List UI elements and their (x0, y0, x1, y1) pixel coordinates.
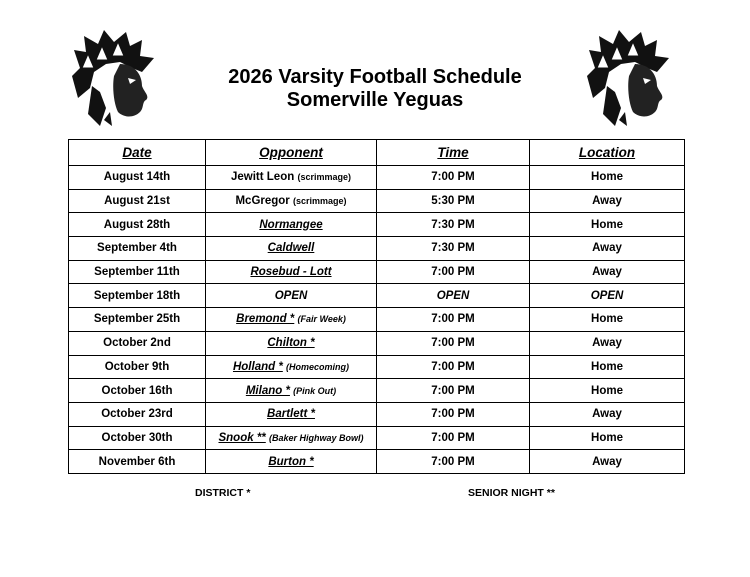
page-title (0, 66, 750, 112)
date-cell: August 21st (69, 189, 206, 213)
opponent-note: (Pink Out) (293, 385, 337, 396)
location-cell: Home (530, 166, 685, 190)
date-cell: September 4th (69, 237, 206, 261)
location-cell: Home (530, 355, 685, 379)
opponent-name: McGregor (235, 195, 290, 208)
table-row (69, 213, 685, 237)
date-cell: August 28th (69, 213, 206, 237)
table-row (69, 331, 685, 355)
opponent-name: Bartlett * (267, 408, 315, 421)
location-cell: Away (530, 331, 685, 355)
table-row (69, 355, 685, 379)
location-cell: OPEN (530, 284, 685, 308)
date-cell: October 30th (69, 426, 206, 450)
date-cell: October 2nd (69, 331, 206, 355)
table-row (69, 166, 685, 190)
date-cell: October 9th (69, 355, 206, 379)
opponent-cell (206, 166, 377, 190)
location-cell: Home (530, 379, 685, 403)
legend-district: DISTRICT * (195, 487, 251, 499)
title-line-1: 2026 Varsity Football Schedule (228, 66, 522, 88)
opponent-name: Holland * (232, 360, 283, 373)
opponent-name: Milano * (245, 384, 290, 397)
opponent-name: Normangee (259, 218, 323, 231)
opponent-note: (Baker Highway Bowl) (268, 432, 364, 443)
column-header-time: Time (377, 140, 530, 166)
opponent-note: (scrimmage) (293, 196, 347, 207)
time-cell: 7:00 PM (377, 402, 530, 426)
location-cell: Away (530, 450, 685, 474)
time-cell: 7:00 PM (377, 308, 530, 332)
opponent-name: Caldwell (267, 242, 315, 255)
opponent-cell (206, 284, 377, 308)
time-cell: 7:00 PM (377, 331, 530, 355)
opponent-name: Jewitt Leon (231, 171, 295, 184)
column-header-opponent: Opponent (206, 140, 377, 166)
date-cell: September 18th (69, 284, 206, 308)
schedule-table (68, 139, 685, 474)
time-cell: 7:00 PM (377, 355, 530, 379)
header-row (69, 140, 685, 166)
location-cell: Home (530, 213, 685, 237)
time-cell: 7:00 PM (377, 260, 530, 284)
opponent-cell (206, 213, 377, 237)
opponent-cell (206, 189, 377, 213)
opponent-cell (206, 355, 377, 379)
opponent-name: Rosebud - Lott (250, 266, 332, 279)
date-cell: September 11th (69, 260, 206, 284)
date-cell: October 16th (69, 379, 206, 403)
title-line-2: Somerville Yeguas (286, 89, 464, 111)
location-cell: Home (530, 308, 685, 332)
opponent-cell (206, 402, 377, 426)
time-cell: 7:00 PM (377, 426, 530, 450)
time-cell: 5:30 PM (377, 189, 530, 213)
opponent-cell (206, 237, 377, 261)
time-cell: 7:30 PM (377, 213, 530, 237)
column-header-location: Location (530, 140, 685, 166)
column-header-date: Date (69, 140, 206, 166)
table-row (69, 379, 685, 403)
opponent-name: Chilton * (267, 337, 315, 350)
opponent-name: OPEN (274, 289, 308, 302)
date-cell: October 23rd (69, 402, 206, 426)
time-cell: OPEN (377, 284, 530, 308)
table-row (69, 189, 685, 213)
opponent-cell (206, 426, 377, 450)
location-cell: Home (530, 426, 685, 450)
time-cell: 7:30 PM (377, 237, 530, 261)
opponent-cell (206, 260, 377, 284)
opponent-cell (206, 450, 377, 474)
opponent-name: Bremond * (236, 313, 295, 326)
opponent-name: Snook ** (218, 431, 266, 444)
opponent-name: Burton * (268, 455, 314, 468)
table-row (69, 308, 685, 332)
opponent-note: (Homecoming) (286, 361, 350, 372)
table-row (69, 402, 685, 426)
opponent-cell (206, 379, 377, 403)
time-cell: 7:00 PM (377, 379, 530, 403)
table-row (69, 426, 685, 450)
opponent-note: (Fair Week) (297, 314, 346, 325)
date-cell: August 14th (69, 166, 206, 190)
location-cell: Away (530, 237, 685, 261)
time-cell: 7:00 PM (377, 166, 530, 190)
legend-senior-night: SENIOR NIGHT ** (468, 487, 555, 499)
opponent-cell (206, 308, 377, 332)
opponent-cell (206, 331, 377, 355)
date-cell: September 25th (69, 308, 206, 332)
table-row (69, 237, 685, 261)
date-cell: November 6th (69, 450, 206, 474)
location-cell: Away (530, 402, 685, 426)
table-row (69, 260, 685, 284)
time-cell: 7:00 PM (377, 450, 530, 474)
location-cell: Away (530, 260, 685, 284)
opponent-note: (scrimmage) (297, 172, 351, 183)
location-cell: Away (530, 189, 685, 213)
table-row (69, 450, 685, 474)
table-row (69, 284, 685, 308)
